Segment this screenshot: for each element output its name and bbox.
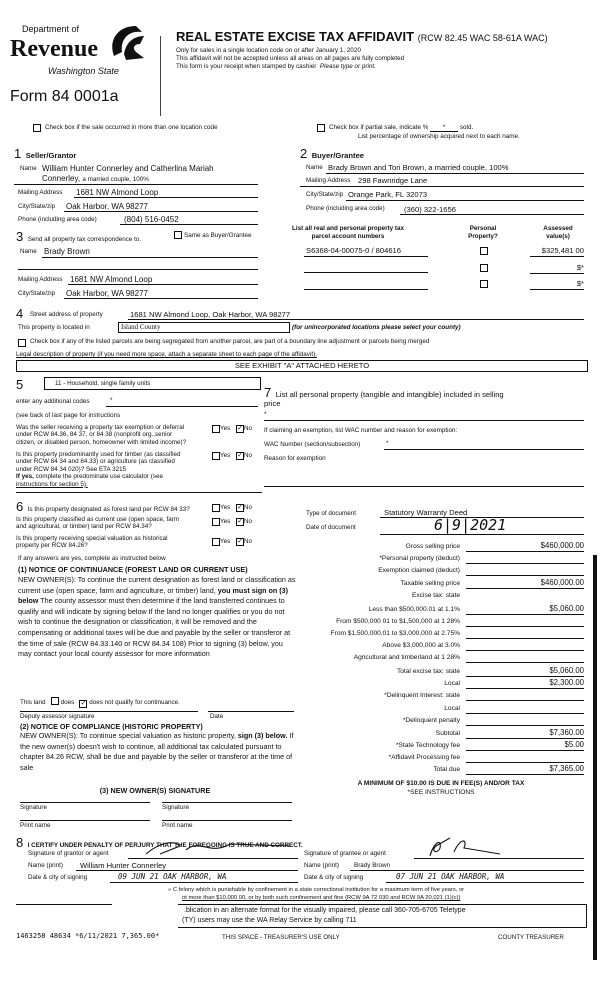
tax-line-label: From $500,000 01 to $1,500,000 at 1 28% [336,618,460,625]
q-line: Is this property predominantly used for timber (as classified [16,451,181,458]
header-line: Property? [468,233,498,240]
tier2-tax[interactable] [466,616,584,627]
q-bold: If yes, [16,473,34,481]
seller-mailing-input[interactable]: 1681 NW Almond Loop [76,188,159,197]
partial-sale-input[interactable]: * [430,124,458,132]
exemption-deduct[interactable] [466,565,584,576]
grantor-name-input[interactable]: William Hunter Connerley [80,861,167,870]
header-note [176,63,376,70]
seller-phone-input[interactable]: (804) 516-0452 [124,215,179,224]
notice-text: The county assessor must then determine if the land transferred continues to qualify and will indicate by signing below If the land no longer qualifies or you do not wish to continue the designation or classification, it will be removed and the compensating or additional taxes will be due and payable by the seller or transferor at the time of sale (RCW 84.33.140 or RCW 84.34 108) Prior to signing (3) below, you may contact your local county assessor for more information [18,596,291,659]
grantor-name-label: Name (print) [28,862,63,869]
underline [386,882,584,883]
print-name-line[interactable] [162,820,292,821]
yes-label: Yes [220,452,231,459]
signature-heading: (3) NEW OWNER(S) SIGNATURE [99,786,211,795]
tax-line-label: Less than $500,000.01 at 1.1% [368,606,460,613]
notice-bold: sign (3) below. [237,731,288,740]
county-treasurer-label: COUNTY TREASURER [498,934,564,941]
grantee-name-label: Name (print) [304,862,339,869]
multi-location-label: Check box if the sale occurred in more than one location code [45,124,218,131]
partial-sale-post: sold. [459,124,474,131]
tax-line-label: *Personal property (deduct) [379,555,460,562]
no-checkbox-checked[interactable]: ✓ [237,518,243,525]
underline [264,420,584,421]
header-note-text: This form is your receipt when stamped by cashier [176,63,317,70]
q-line: citizen, or disabled person, homeowner with limited income)? [16,438,187,446]
subtotal[interactable]: $7,360.00 [466,728,584,739]
signature-line[interactable] [162,802,292,803]
processing-fee[interactable] [466,752,584,763]
county-select[interactable]: Island County [118,322,290,333]
tax-line-label: From $1,500,000.01 to $3,000,000 at 2.75% [330,630,460,637]
underline [64,211,258,212]
does-label: does [60,699,75,706]
personal-property-input[interactable]: * [264,411,267,418]
personal-property-heading [264,384,504,402]
reason-label: Reason for exemption [264,455,326,462]
underline [120,224,258,225]
land-use-code-select[interactable]: 11 - Household, single family units [44,377,261,390]
underline [530,289,584,290]
see-back-note: (see back of last page for instructions [16,412,121,419]
continuance-row [20,697,180,708]
parcel-number-input[interactable] [304,289,428,290]
notice1-body [18,575,296,660]
seller-heading [14,145,76,163]
corr-mailing-input[interactable]: 1681 NW Almond Loop [70,275,153,284]
corr-city-input[interactable]: Oak Harbor, WA 98277 [66,289,148,298]
yes-checkbox[interactable] [212,538,220,546]
logo-word: Revenue [10,36,98,62]
yes-label: Yes [220,518,231,525]
personal-property-checkbox[interactable] [480,247,488,255]
grantee-name-input[interactable]: Brady Brown [354,862,391,869]
located-label: This property is located in [18,324,90,331]
buyer-heading [300,145,364,163]
corr-mailing-label: Mailing Address [18,276,63,283]
parcel-col-header [276,225,420,241]
q-line: complete the predominate use calculator (see [35,473,164,481]
section-number: 4 [16,306,24,321]
seller-name-line2[interactable] [42,174,149,183]
buyer-city-label: City/State/zip [306,191,344,198]
section6-q1 [16,498,190,516]
section-number: 5 [16,377,24,392]
buyer-mailing-input[interactable]: 298 Fawnridge Lane [358,176,428,185]
notice-text: NEW OWNER(S): To continue special valuation as historic property, [20,731,236,740]
county-note: (for unincorporated locations please select your county) [292,324,461,331]
underline [380,534,584,535]
agricultural-tax[interactable] [466,652,584,663]
section-number: 2 [300,146,308,161]
title-ref: (RCW 82.45 WAC 58-61A WAC) [417,33,548,43]
tax-line-label: Total excise tax: state [396,668,460,675]
q-line: Is this property classified as current use (open space, farm [16,516,180,523]
timber-question [16,451,181,488]
signature-line[interactable] [20,802,150,803]
q-line: under RCW 84.36, 84 37, or 84 38 (nonprofit org.,senior [16,431,173,439]
legal-label: Legal description of property (if you need more space, attach a separate sheet to each page of the affidavit). [16,351,317,358]
same-as-buyer-checkbox[interactable] [174,231,182,239]
signature-label: Signature [162,804,189,811]
notice-text: If the new owner(s) doesn't wish to continue, all additional tax calculated pursuant to chapter 84.26 RCW, shall be due and payable by the seller or transferor at the time of sale [20,731,294,772]
seller-city-input[interactable]: Oak Harbor, WA 98277 [66,202,148,211]
yes-label: Yes [220,425,231,432]
tax-line-label: Gross selling price [405,543,460,550]
section6-q2 [16,516,179,531]
seller-city-label: City/State/zip [18,203,56,210]
personal-property-deduct[interactable] [466,553,584,564]
underline [530,256,584,257]
taxable-selling-price[interactable]: $460,000.00 [466,578,584,589]
corr-city-label: City/State/zip [18,290,56,297]
minimum-note: A MINIMUM OF $10.00 IS DUE IN FEE(S) AND/OR TAX [357,780,525,787]
underline [300,186,584,187]
header-note: Only for sales in a single location code on or after January 1, 2020 [176,47,361,54]
see-instructions-note: *SEE INSTRUCTIONS [407,789,475,796]
tax-line-label: Subtotal [435,730,460,737]
parcel-number-input[interactable] [304,272,428,273]
additional-codes-input[interactable]: * [110,397,113,404]
underline [68,284,258,285]
notice-text: NEW OWNER(S): To continue the current designation as forest land or classification as current use (open space, farm and agriculture, or timber) land, [18,575,296,595]
delinquent-interest-state[interactable] [466,690,584,701]
header-line: Personal [469,225,497,232]
assessed-value-input[interactable]: $* [576,263,584,272]
personal-property-checkbox[interactable] [480,264,488,272]
partial-sale-pre: Check box if partial sale, indicate % [329,124,429,131]
header-note-italic: Please type or print. [319,63,376,70]
alternate-format-note: (TY) users may use the WA Relay Service by calling 711 [182,917,357,924]
tier1-tax[interactable]: $5,060.00 [466,604,584,615]
segregated-label: Check box if any of the listed parcels are being segregated from another parcel, are part of a boundary line adjustment or parcels being merged [30,338,430,345]
street-label: Street address of property [30,311,103,318]
print-name-label: Print name [162,822,193,829]
q-line: Was the seller receiving a property tax exemption or deferral [16,424,185,431]
seller-name-line2-note: a married couple, 100% [82,176,149,183]
seller-name-label: Name [20,165,37,172]
state-line: Washington State [48,66,119,76]
notice1-title: (1) NOTICE OF CONTINUANCE (FOREST LAND OR CURRENT USE) [18,565,248,574]
grantee-signature[interactable] [420,834,510,860]
deputy-label: Deputy assessor signature [20,713,95,720]
seller-name-line2-text: Connerley, [42,174,81,183]
wac-label: WAC Number (section/subsection) [264,441,361,448]
segregated-checkbox[interactable] [18,339,26,347]
underline [74,197,258,198]
tax-line-label: *Delinquent penalty [402,717,460,724]
buyer-phone-input[interactable]: (360) 322-1656 [404,205,456,214]
underline [414,858,584,859]
if-yes-note: If any answers are yes, complete as instructed below [18,555,166,562]
header-line: value(s) [546,233,570,240]
assessed-value-input[interactable]: $* [576,279,584,288]
notice-bold: you must sign on (3) below [18,585,289,606]
buyer-name-label: Name [306,164,323,171]
partial-sale-checkbox[interactable] [317,124,325,132]
treasurer-space-label: THIS SPACE - TREASURER'S USE ONLY [222,934,340,941]
yes-label: Yes [220,504,231,511]
date-line[interactable] [208,711,294,712]
reason-input[interactable] [264,486,584,487]
partial-sale-note: List percentage of ownership acquired next to each name. [358,133,520,140]
section7-heading2: price [264,399,281,408]
does-not-checkbox-checked[interactable]: ✓ [80,700,87,707]
total-excise-local[interactable]: $2,300.00 [466,678,584,689]
additional-codes-label: enter any additional codes [16,398,90,405]
underline [42,257,258,258]
section7-heading-text: List all personal property (tangible and intangible) included in selling [275,390,504,399]
no-checkbox-checked[interactable]: ✓ [237,504,243,511]
does-not-label: does not qualify for continuance. [89,699,180,706]
date-label: Date [210,713,224,720]
tax-line-label: Local [444,680,460,687]
correspondence-heading-text: Send all property tax correspondence to. [27,236,142,243]
section6-q3 [16,535,168,550]
header-line: parcel account numbers [311,233,385,240]
underline [18,269,258,270]
yes-checkbox[interactable] [212,504,220,512]
underline [350,870,584,871]
assessed-value-input[interactable]: $325,481 00 [541,246,584,255]
no-label: No [244,538,253,545]
buyer-phone-label: Phone (including area code) [306,205,385,212]
grantee-signature-label: Signature of grantee or agent [304,850,386,857]
notice2-body [20,731,296,773]
notice2-title: (2) NOTICE OF COMPLIANCE (HISTORIC PROPERTY) [20,722,203,731]
felony-note: ot more than $10,000 00, or by both such confinement and fine (RCW 9A 72 030 and RCW 9A 20.021 (1)(c)) [182,895,461,901]
street-input[interactable]: 1681 NW Almond Loop, Oak Harbor, WA 98277 [130,310,291,319]
no-checkbox-checked[interactable]: ✓ [237,425,243,432]
corr-name-label: Name [20,248,37,255]
q-line: under RCW 84 34 020)? See ETA 3215 [16,465,127,473]
section-number: 7 [264,385,272,400]
buyer-city-input[interactable]: Orange Park, FL 32073 [348,190,428,199]
underline [326,173,584,174]
title-text: REAL ESTATE EXCISE TAX AFFIDAVIT [176,29,415,44]
q-line: instructions for section 5). [16,480,88,488]
q-line: Is this property designated as forest land per RCW 84 33? [27,506,190,513]
buyer-name-input[interactable]: Brady Brown and Tori Brown, a married couple, 100% [328,163,509,172]
underline [128,858,298,859]
grantor-signature[interactable] [140,836,300,860]
no-label: No [244,425,253,432]
header-line: List all real and personal property tax [292,225,404,232]
revenue-logo-icon [106,22,146,62]
tax-line-label: *Affidavit Processing fee [388,754,460,761]
tier3-tax[interactable] [466,628,584,639]
tax-line-label: Total due [433,766,460,773]
personal-property-checkbox[interactable] [480,280,488,288]
underline [384,449,584,450]
tax-line-label: Agricultural and timberland at 1 28% [353,654,460,661]
doc-date-input[interactable]: 6|9|2021 [434,516,507,534]
q-line: under RCW 84 34 and 84.33) or agriculture (as classified [16,458,175,466]
buyer-heading-text: Buyer/Grantee [311,151,365,160]
header-line: Assessed [543,225,573,232]
yes-checkbox[interactable] [212,452,220,460]
underline [530,273,584,274]
no-label: No [244,452,253,459]
tax-line-label: *Delinquent Interest: state [384,692,460,699]
no-label: No [244,518,253,525]
delinquent-interest-local[interactable] [466,703,584,714]
print-name-label: Print name [20,822,51,829]
q-line: and agricultural, or timber) land per RCW 84.34? [16,523,152,531]
section-number: 6 [16,499,24,514]
seller-name-line1[interactable]: William Hunter Connerley and Catherlina Mariah [42,164,214,173]
q-line: Is this property receiving special valuation as historical [16,535,168,542]
tax-line-label: Above $3,000,000 at 3.0% [382,642,460,649]
yes-checkbox[interactable] [212,425,220,433]
seller-mailing-label: Mailing Address [18,189,63,196]
multi-location-checkbox[interactable] [33,124,41,132]
yes-label: Yes [220,538,231,545]
tax-line-label: Taxable selling price [400,580,460,587]
technology-fee[interactable]: $5.00 [466,740,584,751]
yes-checkbox[interactable] [212,518,220,526]
underline [304,256,428,257]
doc-type-input[interactable]: Statutory Warranty Deed [384,508,468,517]
underline [110,882,298,883]
seller-phone-label: Phone (including area code) [18,216,97,223]
treasurer-stamp: 1463258 48634 *6/11/2021 7,365.00* [16,932,160,940]
header-note: This affidavit will not be accepted unless all areas on all pages are fully completed [176,55,405,62]
deputy-signature-line[interactable] [20,711,198,712]
underline [106,406,258,407]
total-excise-state[interactable]: $5,060.00 [466,666,584,677]
correspondence-heading [16,228,141,246]
header-divider [160,36,161,116]
exemption-label: If claiming an exemption, list WAC number and reason for exemption: [264,427,458,434]
tier4-tax[interactable] [466,640,584,651]
assessed-col-header [532,225,584,241]
form-number: Form 84 0001a [10,88,119,105]
underline [76,870,298,871]
grantee-date-label: Date & city of signing [304,874,364,881]
corr-name-input[interactable]: Brady Brown [44,247,90,256]
total-due[interactable]: $7,365.00 [466,764,584,775]
grantor-signature-label: Signature of grantor or agent [28,850,109,857]
doc-type-label: Type of document [306,510,357,517]
form-title [176,29,548,44]
no-checkbox-checked[interactable]: ✓ [237,538,243,545]
underline [346,200,584,201]
print-name-line[interactable] [20,820,150,821]
personal-col-header [458,225,508,241]
gross-selling-price[interactable]: $460,000.00 [466,541,584,552]
underline [64,298,258,299]
scan-edge-bar [593,555,597,960]
divider [16,492,262,493]
grantee-date-input[interactable]: 07 JUN 21 OAK HARBOR, WA [396,872,505,881]
divider [16,904,112,905]
alternate-format-note: .blication in an alternate format for the visually impaired, please call 360-705-6705 Teletype [184,907,466,914]
section-number: 3 [16,229,24,244]
underline [128,319,584,320]
same-as-buyer-label: Same as Buyer/Grantee [184,232,252,239]
tax-line-label: Excise tax: state [411,592,460,599]
grantor-date-input[interactable]: 09 JUN 21 OAK HARBOR, WA [118,872,227,881]
section-number: 1 [14,146,22,161]
signature-label: Signature [20,804,47,811]
q-line: property per RCW 84.26? [16,542,88,550]
tax-line-label: Local [444,705,460,712]
dept-line: Department of [22,24,80,34]
felony-note: » C felony which is punishable by confinement in a state correctional institution for a maximum term of five years, or [168,887,465,893]
tax-line-label: Exemption claimed (deduct) [378,567,460,574]
grantor-date-label: Date & city of signing [28,874,88,881]
certify-text: I CERTIFY UNDER PENALTY OF PERJURY THAT THE FOREGOING IS TRUE AND CORRECT. [27,842,303,849]
seller-heading-text: Seller/Grantor [25,151,77,160]
buyer-mailing-label: Mailing Address [306,177,351,184]
tax-line-label: *State Technology fee [395,742,460,749]
delinquent-penalty[interactable] [466,715,584,726]
does-checkbox[interactable] [51,697,59,705]
doc-date-label: Date of document [306,524,356,531]
seller-exemption-question [16,424,186,446]
underline [400,214,584,215]
underline [14,184,258,185]
property-heading [16,305,23,323]
section-number: 8 [16,835,24,850]
no-label: No [244,504,253,511]
no-checkbox-checked[interactable]: ✓ [237,452,243,459]
parcel-number-input[interactable]: S6368-04-00075-0 / 804616 [306,246,401,255]
partial-sale-label [329,124,473,132]
this-land-label: This land [20,699,46,706]
legal-description-input[interactable]: SEE EXHIBIT "A" ATTACHED HERETO [16,360,588,372]
wac-input[interactable]: * [386,440,389,447]
